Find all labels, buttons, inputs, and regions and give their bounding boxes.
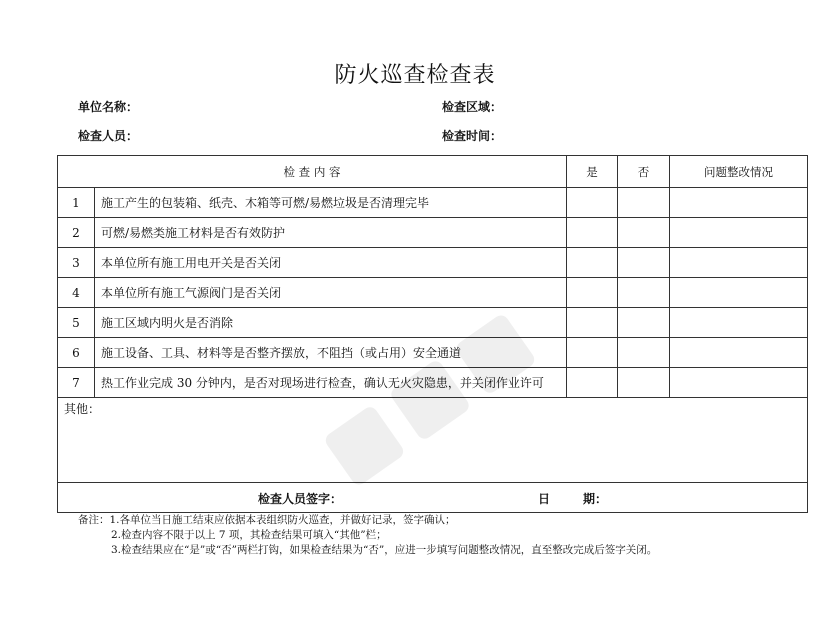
header-content: 检 查 内 容 <box>58 156 567 188</box>
sign-row <box>58 483 808 513</box>
yes-cell[interactable] <box>567 248 618 278</box>
note-line-3: 3.检查结果应在“是”或“否”两栏打钩，如果检查结果为“否”，应进一步填写问题整改情况，直至整改完成后签字关闭。 <box>111 544 658 556</box>
yes-cell[interactable] <box>567 188 618 218</box>
row-number: 2 <box>58 218 95 248</box>
sign-cell[interactable] <box>58 483 808 513</box>
row-number: 6 <box>58 338 95 368</box>
unit-name-label: 单位名称： <box>78 100 139 114</box>
issue-cell[interactable] <box>670 218 808 248</box>
table-row <box>58 278 808 308</box>
table-row <box>58 248 808 278</box>
other-row <box>58 398 808 483</box>
inspection-area-label: 检查区域： <box>442 100 503 114</box>
other-cell[interactable] <box>58 398 808 483</box>
issue-cell[interactable] <box>670 278 808 308</box>
issue-cell[interactable] <box>670 368 808 398</box>
yes-cell[interactable] <box>567 368 618 398</box>
table-row <box>58 308 808 338</box>
row-content: 施工区域内明火是否消除 <box>95 308 567 338</box>
other-label: 其他： <box>64 402 101 416</box>
issue-cell[interactable] <box>670 338 808 368</box>
note-line-2: 2.检查内容不限于以上 7 项，其检查结果可填入“其他”栏； <box>111 529 387 541</box>
row-number: 7 <box>58 368 95 398</box>
yes-cell[interactable] <box>567 218 618 248</box>
table-row <box>58 188 808 218</box>
yes-cell[interactable] <box>567 308 618 338</box>
no-cell[interactable] <box>618 338 670 368</box>
page-title: 防火巡查检查表 <box>334 63 496 88</box>
row-content: 本单位所有施工气源阀门是否关闭 <box>95 278 567 308</box>
issue-cell[interactable] <box>670 308 808 338</box>
issue-cell[interactable] <box>670 188 808 218</box>
row-number: 3 <box>58 248 95 278</box>
date-label-period: 期： <box>583 492 608 506</box>
table-row <box>58 218 808 248</box>
header-yes: 是 <box>567 156 618 188</box>
row-content: 可燃/易燃类施工材料是否有效防护 <box>95 218 567 248</box>
table-row <box>58 338 808 368</box>
row-number: 4 <box>58 278 95 308</box>
header-issue: 问题整改情况 <box>670 156 808 188</box>
no-cell[interactable] <box>618 278 670 308</box>
row-content: 施工设备、工具、材料等是否整齐摆放，不阻挡（或占用）安全通道 <box>95 338 567 368</box>
row-content: 施工产生的包装箱、纸壳、木箱等可燃/易燃垃圾是否清理完毕 <box>95 188 567 218</box>
inspector-label: 检查人员： <box>78 129 139 143</box>
no-cell[interactable] <box>618 248 670 278</box>
header-no: 否 <box>618 156 670 188</box>
no-cell[interactable] <box>618 188 670 218</box>
table-row <box>58 368 808 398</box>
yes-cell[interactable] <box>567 278 618 308</box>
inspection-time-label: 检查时间： <box>442 129 503 143</box>
note-line-1: 备注：1.各单位当日施工结束应依据本表组织防火巡查，并做好记录，签字确认； <box>78 514 456 526</box>
row-number: 5 <box>58 308 95 338</box>
issue-cell[interactable] <box>670 248 808 278</box>
no-cell[interactable] <box>618 308 670 338</box>
inspection-table <box>57 155 808 513</box>
row-number: 1 <box>58 188 95 218</box>
notes-section <box>78 513 657 558</box>
no-cell[interactable] <box>618 218 670 248</box>
row-content: 本单位所有施工用电开关是否关闭 <box>95 248 567 278</box>
inspector-sign-label: 检查人员签字： <box>258 492 343 506</box>
date-label-day: 日 <box>538 492 551 506</box>
no-cell[interactable] <box>618 368 670 398</box>
row-content: 热工作业完成 30 分钟内，是否对现场进行检查，确认无火灾隐患，并关闭作业许可 <box>95 368 567 398</box>
table-header-row <box>58 156 808 188</box>
yes-cell[interactable] <box>567 338 618 368</box>
